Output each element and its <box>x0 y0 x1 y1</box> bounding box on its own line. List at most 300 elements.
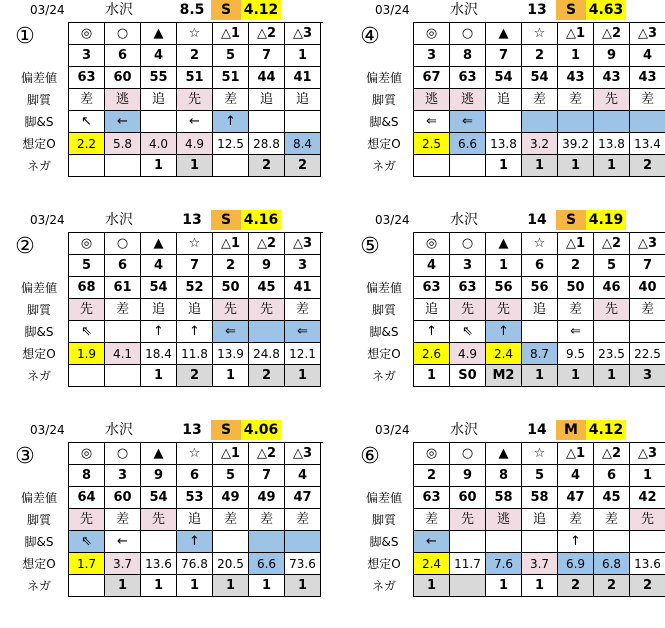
cell-horses: 6 <box>522 255 558 277</box>
cell-marks: △2 <box>249 443 285 465</box>
cell-odds: 6.8 <box>594 553 630 575</box>
row-label-ashi: 脚&S <box>24 535 54 549</box>
cell-ashi: ↑ <box>213 111 249 133</box>
cell-horses: 5 <box>213 465 249 487</box>
cell-odds: 11.8 <box>177 343 213 365</box>
cell-ashi <box>486 111 522 133</box>
race-value: 4.12 <box>241 0 281 20</box>
cell-marks: △1 <box>558 233 594 255</box>
cell-ashi <box>105 321 141 343</box>
race-venue: 水沢 <box>105 212 133 228</box>
cell-nega <box>213 155 249 177</box>
row-label-nega: ネガ <box>371 579 396 593</box>
cell-ashi <box>249 531 285 553</box>
cell-kyakushitsu: 先 <box>630 509 665 531</box>
cell-odds: 12.5 <box>213 133 249 155</box>
cell-marks: ▲ <box>486 233 522 255</box>
cell-horses: 4 <box>141 45 177 67</box>
cell-horses: 4 <box>414 255 450 277</box>
race-grid <box>68 232 323 387</box>
cell-kyakushitsu: 追 <box>486 89 522 111</box>
cell-ashi <box>249 111 285 133</box>
cell-nega: 1 <box>522 155 558 177</box>
row-label-kyakushitsu: 脚質 <box>26 303 51 317</box>
cell-kyakushitsu: 先 <box>450 299 486 321</box>
row-label-hensachi: 偏差値 <box>20 281 57 295</box>
cell-ashi <box>285 531 321 553</box>
cell-hensachi: 42 <box>630 487 665 509</box>
cell-odds: 20.5 <box>213 553 249 575</box>
cell-nega: 2 <box>249 365 285 387</box>
cell-horses: 5 <box>213 45 249 67</box>
cell-marks: △1 <box>213 443 249 465</box>
row-label-nega: ネガ <box>26 369 51 383</box>
race-block <box>10 210 322 410</box>
cell-kyakushitsu: 追 <box>141 299 177 321</box>
cell-hensachi: 58 <box>522 487 558 509</box>
cell-ashi <box>594 111 630 133</box>
cell-marks: △3 <box>630 233 665 255</box>
cell-nega <box>69 365 105 387</box>
cell-kyakushitsu: 差 <box>69 89 105 111</box>
race-venue: 水沢 <box>450 2 478 18</box>
cell-horses: 9 <box>450 465 486 487</box>
cell-nega: 1 <box>558 155 594 177</box>
cell-horses: 9 <box>594 45 630 67</box>
cell-kyakushitsu: 差 <box>522 89 558 111</box>
row-label-nega: ネガ <box>26 159 51 173</box>
cell-ashi <box>486 531 522 553</box>
race-venue: 水沢 <box>105 422 133 438</box>
cell-kyakushitsu: 追 <box>141 89 177 111</box>
cell-hensachi: 50 <box>558 277 594 299</box>
race-grade: S <box>556 0 586 20</box>
cell-marks: △3 <box>630 443 665 465</box>
cell-kyakushitsu: 差 <box>558 299 594 321</box>
race-date: 03/24 <box>375 3 410 17</box>
race-grid <box>413 232 665 387</box>
cell-nega: 1 <box>594 365 630 387</box>
cell-horses: 3 <box>414 45 450 67</box>
cell-marks: ☆ <box>177 443 213 465</box>
cell-horses: 7 <box>249 465 285 487</box>
cell-kyakushitsu: 差 <box>285 299 321 321</box>
cell-kyakushitsu: 追 <box>285 89 321 111</box>
cell-hensachi: 54 <box>522 67 558 89</box>
cell-odds: 73.6 <box>285 553 321 575</box>
cell-ashi: ⇖ <box>450 321 486 343</box>
cell-odds: 9.5 <box>558 343 594 365</box>
cell-marks: △2 <box>594 233 630 255</box>
cell-kyakushitsu: 差 <box>594 509 630 531</box>
cell-hensachi: 63 <box>414 277 450 299</box>
cell-marks: △3 <box>630 23 665 45</box>
cell-ashi: ↑ <box>177 321 213 343</box>
cell-odds: 6.9 <box>558 553 594 575</box>
cell-nega: 1 <box>486 155 522 177</box>
race-value: 4.16 <box>241 210 281 230</box>
cell-hensachi: 55 <box>141 67 177 89</box>
cell-kyakushitsu: 差 <box>213 509 249 531</box>
race-value: 4.06 <box>241 420 281 440</box>
cell-horses: 3 <box>105 465 141 487</box>
cell-marks: ☆ <box>522 23 558 45</box>
cell-nega: 1 <box>177 155 213 177</box>
race-index: ① <box>15 24 35 49</box>
cell-odds: 28.8 <box>249 133 285 155</box>
cell-odds: 12.1 <box>285 343 321 365</box>
cell-odds: 5.8 <box>105 133 141 155</box>
cell-odds: 8.4 <box>285 133 321 155</box>
cell-ashi <box>594 321 630 343</box>
cell-ashi <box>249 321 285 343</box>
cell-odds: 13.4 <box>630 133 665 155</box>
cell-horses: 1 <box>285 45 321 67</box>
cell-odds: 6.6 <box>249 553 285 575</box>
cell-nega: 1 <box>249 575 285 597</box>
race-grade: S <box>556 210 586 230</box>
cell-odds: 2.5 <box>414 133 450 155</box>
cell-kyakushitsu: 逃 <box>450 89 486 111</box>
cell-horses: 5 <box>594 255 630 277</box>
cell-horses: 9 <box>141 465 177 487</box>
cell-horses: 2 <box>177 45 213 67</box>
cell-kyakushitsu: 先 <box>450 509 486 531</box>
cell-horses: 2 <box>414 465 450 487</box>
cell-horses: 3 <box>69 45 105 67</box>
cell-nega: 1 <box>141 365 177 387</box>
cell-marks: △1 <box>213 233 249 255</box>
cell-nega: 1 <box>105 575 141 597</box>
cell-nega: 1 <box>486 575 522 597</box>
cell-ashi <box>285 111 321 133</box>
cell-horses: 8 <box>69 465 105 487</box>
race-number: 13 <box>182 212 202 228</box>
cell-ashi: ↑ <box>141 321 177 343</box>
cell-horses: 3 <box>285 255 321 277</box>
row-label-hensachi: 偏差値 <box>365 491 402 505</box>
cell-kyakushitsu: 追 <box>522 509 558 531</box>
race-block <box>10 0 322 200</box>
cell-odds: 23.5 <box>594 343 630 365</box>
cell-horses: 1 <box>558 45 594 67</box>
cell-hensachi: 64 <box>69 487 105 509</box>
cell-ashi <box>558 111 594 133</box>
cell-ashi <box>522 321 558 343</box>
race-number: 8.5 <box>179 2 205 18</box>
cell-odds: 13.8 <box>594 133 630 155</box>
cell-horses: 2 <box>522 45 558 67</box>
cell-hensachi: 45 <box>249 277 285 299</box>
cell-marks: △2 <box>594 23 630 45</box>
race-date: 03/24 <box>375 423 410 437</box>
cell-marks: ▲ <box>141 443 177 465</box>
cell-ashi: ← <box>414 531 450 553</box>
cell-odds: 24.8 <box>249 343 285 365</box>
cell-ashi: ⇐ <box>285 321 321 343</box>
row-label-odds: 想定O <box>367 557 401 571</box>
cell-kyakushitsu: 先 <box>594 299 630 321</box>
cell-kyakushitsu: 追 <box>249 89 285 111</box>
cell-ashi: ← <box>105 531 141 553</box>
row-label-nega: ネガ <box>26 579 51 593</box>
cell-horses: 2 <box>213 255 249 277</box>
row-label-ashi: 脚&S <box>369 535 399 549</box>
cell-ashi: ↑ <box>486 321 522 343</box>
cell-marks: ▲ <box>141 23 177 45</box>
cell-ashi <box>630 321 665 343</box>
cell-nega: 1 <box>141 575 177 597</box>
race-index: ⑥ <box>360 444 380 469</box>
cell-ashi <box>630 531 665 553</box>
cell-odds: 7.6 <box>486 553 522 575</box>
cell-odds: 3.2 <box>522 133 558 155</box>
cell-horses: 8 <box>450 45 486 67</box>
cell-ashi: ⇐ <box>558 321 594 343</box>
cell-nega: M2 <box>486 365 522 387</box>
cell-odds: 2.4 <box>486 343 522 365</box>
cell-nega: 1 <box>522 575 558 597</box>
row-label-ashi: 脚&S <box>24 115 54 129</box>
cell-nega: 1 <box>414 365 450 387</box>
race-grade: S <box>211 210 241 230</box>
cell-marks: △3 <box>285 23 321 45</box>
cell-hensachi: 54 <box>486 67 522 89</box>
race-number: 13 <box>182 422 202 438</box>
race-grade: S <box>211 0 241 20</box>
cell-marks: ◎ <box>69 443 105 465</box>
cell-nega: 1 <box>285 365 321 387</box>
cell-kyakushitsu: 追 <box>177 299 213 321</box>
cell-kyakushitsu: 逃 <box>486 509 522 531</box>
cell-nega: 2 <box>630 575 665 597</box>
race-number: 14 <box>527 212 547 228</box>
row-label-kyakushitsu: 脚質 <box>371 93 396 107</box>
row-label-hensachi: 偏差値 <box>20 491 57 505</box>
cell-hensachi: 58 <box>486 487 522 509</box>
cell-kyakushitsu: 差 <box>414 509 450 531</box>
cell-hensachi: 41 <box>285 277 321 299</box>
race-index: ③ <box>15 444 35 469</box>
cell-nega <box>105 155 141 177</box>
cell-ashi: ⇖ <box>69 321 105 343</box>
cell-odds: 13.6 <box>630 553 665 575</box>
cell-kyakushitsu: 差 <box>285 509 321 531</box>
race-grade: M <box>556 420 586 440</box>
cell-nega <box>450 155 486 177</box>
cell-marks: △3 <box>285 443 321 465</box>
cell-odds: 13.6 <box>141 553 177 575</box>
cell-marks: ○ <box>450 443 486 465</box>
cell-kyakushitsu: 先 <box>213 299 249 321</box>
cell-ashi: ⇐ <box>414 111 450 133</box>
cell-kyakushitsu: 追 <box>522 299 558 321</box>
cell-odds: 13.8 <box>486 133 522 155</box>
cell-ashi <box>630 111 665 133</box>
cell-nega: 1 <box>558 365 594 387</box>
cell-nega: 1 <box>213 365 249 387</box>
cell-horses: 2 <box>558 255 594 277</box>
race-block <box>10 420 322 620</box>
cell-ashi: ⇖ <box>69 531 105 553</box>
cell-horses: 4 <box>285 465 321 487</box>
cell-odds: 3.7 <box>522 553 558 575</box>
cell-kyakushitsu: 追 <box>414 299 450 321</box>
cell-hensachi: 63 <box>414 487 450 509</box>
cell-kyakushitsu: 差 <box>249 509 285 531</box>
row-label-odds: 想定O <box>22 557 56 571</box>
cell-odds: 39.2 <box>558 133 594 155</box>
cell-hensachi: 43 <box>594 67 630 89</box>
cell-hensachi: 51 <box>213 67 249 89</box>
cell-marks: ▲ <box>486 443 522 465</box>
cell-kyakushitsu: 先 <box>249 299 285 321</box>
cell-nega <box>69 575 105 597</box>
cell-nega <box>105 365 141 387</box>
race-date: 03/24 <box>375 213 410 227</box>
cell-marks: △1 <box>558 23 594 45</box>
cell-nega: 1 <box>141 155 177 177</box>
cell-marks: ☆ <box>522 443 558 465</box>
cell-kyakushitsu: 差 <box>105 509 141 531</box>
cell-nega <box>414 155 450 177</box>
cell-hensachi: 56 <box>486 277 522 299</box>
cell-horses: 8 <box>486 465 522 487</box>
cell-marks: ◎ <box>69 233 105 255</box>
cell-hensachi: 54 <box>141 277 177 299</box>
race-value: 4.19 <box>586 210 626 230</box>
race-grid <box>413 22 665 177</box>
race-venue: 水沢 <box>105 2 133 18</box>
row-label-hensachi: 偏差値 <box>365 281 402 295</box>
cell-marks: △2 <box>594 443 630 465</box>
cell-hensachi: 41 <box>285 67 321 89</box>
cell-hensachi: 67 <box>414 67 450 89</box>
cell-horses: 6 <box>105 255 141 277</box>
cell-odds: 1.7 <box>69 553 105 575</box>
cell-nega: 2 <box>249 155 285 177</box>
cell-nega: 3 <box>630 365 665 387</box>
cell-marks: ▲ <box>141 233 177 255</box>
row-label-hensachi: 偏差値 <box>20 71 57 85</box>
cell-kyakushitsu: 差 <box>630 89 665 111</box>
race-number: 14 <box>527 422 547 438</box>
race-header <box>355 420 665 440</box>
cell-odds: 4.9 <box>177 133 213 155</box>
race-block <box>355 420 665 620</box>
cell-nega: 1 <box>213 575 249 597</box>
cell-kyakushitsu: 差 <box>213 89 249 111</box>
cell-hensachi: 43 <box>630 67 665 89</box>
cell-hensachi: 43 <box>558 67 594 89</box>
cell-odds: 22.5 <box>630 343 665 365</box>
cell-odds: 76.8 <box>177 553 213 575</box>
cell-odds: 2.2 <box>69 133 105 155</box>
row-label-kyakushitsu: 脚質 <box>26 513 51 527</box>
cell-kyakushitsu: 先 <box>594 89 630 111</box>
cell-marks: ○ <box>105 233 141 255</box>
cell-hensachi: 51 <box>177 67 213 89</box>
cell-marks: △2 <box>249 233 285 255</box>
row-label-ashi: 脚&S <box>24 325 54 339</box>
row-label-odds: 想定O <box>22 347 56 361</box>
race-index: ② <box>15 234 35 259</box>
cell-ashi: ↖ <box>69 111 105 133</box>
cell-ashi <box>213 531 249 553</box>
cell-odds: 1.9 <box>69 343 105 365</box>
race-header <box>10 420 322 440</box>
cell-horses: 3 <box>450 255 486 277</box>
race-date: 03/24 <box>30 3 65 17</box>
cell-odds: 4.1 <box>105 343 141 365</box>
cell-hensachi: 53 <box>177 487 213 509</box>
cell-hensachi: 40 <box>630 277 665 299</box>
cell-horses: 7 <box>630 255 665 277</box>
cell-ashi: ↑ <box>414 321 450 343</box>
cell-hensachi: 54 <box>141 487 177 509</box>
cell-odds: 13.9 <box>213 343 249 365</box>
cell-marks: △1 <box>213 23 249 45</box>
cell-kyakushitsu: 先 <box>69 509 105 531</box>
cell-horses: 6 <box>105 45 141 67</box>
row-label-odds: 想定O <box>22 137 56 151</box>
race-header <box>355 210 665 230</box>
race-grade: S <box>211 420 241 440</box>
cell-ashi <box>594 531 630 553</box>
cell-marks: ○ <box>450 23 486 45</box>
cell-marks: ☆ <box>177 23 213 45</box>
cell-hensachi: 60 <box>105 67 141 89</box>
cell-odds: 8.7 <box>522 343 558 365</box>
race-date: 03/24 <box>30 213 65 227</box>
race-date: 03/24 <box>30 423 65 437</box>
race-header <box>10 0 322 20</box>
cell-horses: 4 <box>558 465 594 487</box>
cell-ashi <box>450 531 486 553</box>
cell-kyakushitsu: 差 <box>105 299 141 321</box>
cell-horses: 5 <box>522 465 558 487</box>
cell-hensachi: 63 <box>450 277 486 299</box>
cell-odds: 11.7 <box>450 553 486 575</box>
race-value: 4.12 <box>586 420 626 440</box>
cell-horses: 1 <box>486 255 522 277</box>
race-venue: 水沢 <box>450 212 478 228</box>
row-label-nega: ネガ <box>371 159 396 173</box>
cell-horses: 1 <box>630 465 665 487</box>
cell-marks: ◎ <box>414 23 450 45</box>
cell-nega: 2 <box>630 155 665 177</box>
cell-kyakushitsu: 逃 <box>414 89 450 111</box>
cell-kyakushitsu: 差 <box>558 89 594 111</box>
cell-horses: 6 <box>594 465 630 487</box>
cell-nega: 1 <box>414 575 450 597</box>
cell-hensachi: 49 <box>213 487 249 509</box>
cell-hensachi: 46 <box>594 277 630 299</box>
cell-ashi: ← <box>177 111 213 133</box>
cell-hensachi: 60 <box>105 487 141 509</box>
cell-marks: ○ <box>450 233 486 255</box>
race-grid <box>413 442 665 597</box>
race-header <box>355 0 665 20</box>
cell-marks: ◎ <box>414 443 450 465</box>
race-number: 13 <box>527 2 547 18</box>
row-label-kyakushitsu: 脚質 <box>371 513 396 527</box>
race-block <box>355 0 665 200</box>
cell-odds: 18.4 <box>141 343 177 365</box>
cell-ashi: ⇐ <box>450 111 486 133</box>
cell-odds: 3.7 <box>105 553 141 575</box>
cell-horses: 7 <box>177 255 213 277</box>
